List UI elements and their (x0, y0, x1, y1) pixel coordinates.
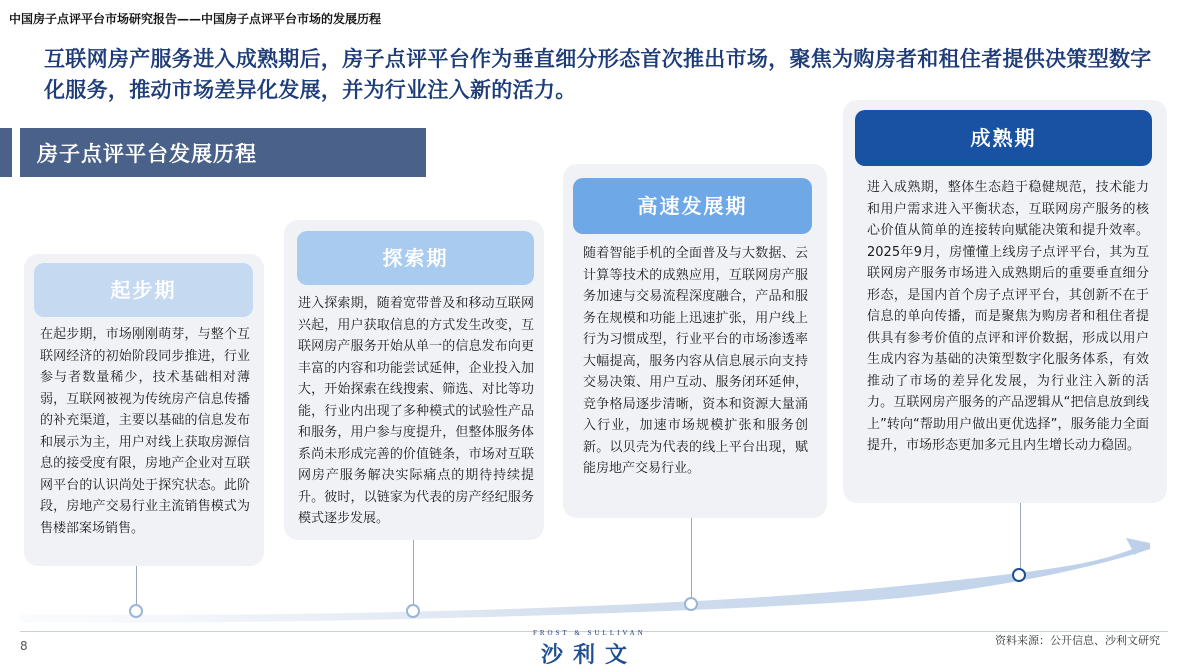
report-header-title: 中国房子点评平台市场研究报告——中国房子点评平台市场的发展历程 (9, 12, 382, 26)
timeline-stem-1 (136, 566, 137, 604)
section-side-tab (0, 128, 12, 177)
phase-description-1: 在起步期，市场刚刚萌芽，与整个互联网经济的初始阶段同步推进，行业参与者数量稀少，技术基础相对薄弱，互联网被视为传统房产信息传播的补充渠道，主要以基础的信息发布和展示为主，用户对线上获取房源信息的接受度有限，房地产企业对互联网平台的认识尚处于探究状态。此阶段，房地产交易行业主流销售模式为售楼部案场销售。 (40, 327, 250, 536)
timeline-node-1 (129, 604, 143, 618)
phase-title-pill-1: 起步期 (34, 263, 253, 317)
timeline-arrowhead (1126, 538, 1150, 555)
phase-title-pill-3: 高速发展期 (573, 178, 812, 234)
page-number: 8 (20, 639, 28, 653)
phase-card-4 (843, 100, 1167, 503)
section-title-bar (20, 128, 426, 177)
logo-chinese: 沙利文 (541, 643, 638, 668)
timeline-stem-3 (691, 518, 692, 598)
phase-card-1 (24, 254, 264, 566)
phase-description-2: 进入探索期，随着宽带普及和移动互联网兴起，用户获取信息的方式发生改变，互联网房产服务开始从单一的信息发布向更丰富的内容和功能尝试延伸，企业投入加大，开始探索在线搜索、筛选、对比等功能，行业内出现了多种模式的试验性产品和服务，用户参与度提升，但整体服务体系尚未形成完善的价值链条，市场对互联网房产服务解决实际痛点的期待持续提升。彼时，以链家为代表的房产经纪服务模式逐步发展。 (298, 296, 534, 526)
phase-title-pill-2: 探索期 (297, 231, 534, 285)
phase-description-3: 随着智能手机的全面普及与大数据、云计算等技术的成熟应用，互联网房产服务加速与交易流程深度融合，产品和服务在规模和功能上迅速扩张，用户线上行为习惯成型，行业平台的市场渗透率大幅提高，服务内容从信息展示向支持交易决策、用户互动、服务闭环延伸，竞争格局逐步清晰，资本和资源大量涌入行业，加速市场规模扩张和服务创新。以贝壳为代表的线上平台出现，赋能房地产交易行业。 (583, 246, 808, 476)
phase-card-3 (563, 164, 827, 518)
source-note: 资料来源：公开信息、沙利文研究 (995, 634, 1160, 647)
timeline-node-2 (406, 604, 420, 618)
logo-english: FROST & SULLIVAN (533, 629, 646, 637)
phase-title-pill-4: 成熟期 (855, 110, 1152, 166)
timeline-node-3 (684, 597, 698, 611)
section-title: 房子点评平台发展历程 (37, 142, 257, 166)
timeline-stem-2 (413, 540, 414, 604)
lead-paragraph: 互联网房产服务进入成熟期后，房子点评平台作为垂直细分形态首次推出市场，聚焦为购房者和租住者提供决策型数字化服务，推动市场差异化发展，并为行业注入新的活力。 (44, 47, 1152, 102)
timeline-node-4 (1012, 568, 1026, 582)
phase-card-2 (284, 220, 544, 540)
phase-description-4: 进入成熟期，整体生态趋于稳健规范，技术能力和用户需求进入平衡状态，互联网房产服务的核心价值从简单的连接转向赋能决策和提升效率。2025年9月，房懂懂上线房子点评平台，其为互联网房产服务市场进入成熟期后的重要垂直细分形态，是国内首个房子点评平台，其创新不在于信息的单向传播，而是聚焦为购房者和租住者提供具有参考价值的点评和评价数据，形成以用户生成内容为基础的决策型数字化服务体系，有效推动了市场的差异化发展，为行业注入新的活力。互联网房产服务的产品逻辑从“把信息放到线上”转向“帮助用户做出更优选择”，服务能力全面提升，市场形态更加多元且内生增长动力稳固。 (867, 180, 1149, 453)
timeline-stem-4 (1020, 503, 1021, 569)
